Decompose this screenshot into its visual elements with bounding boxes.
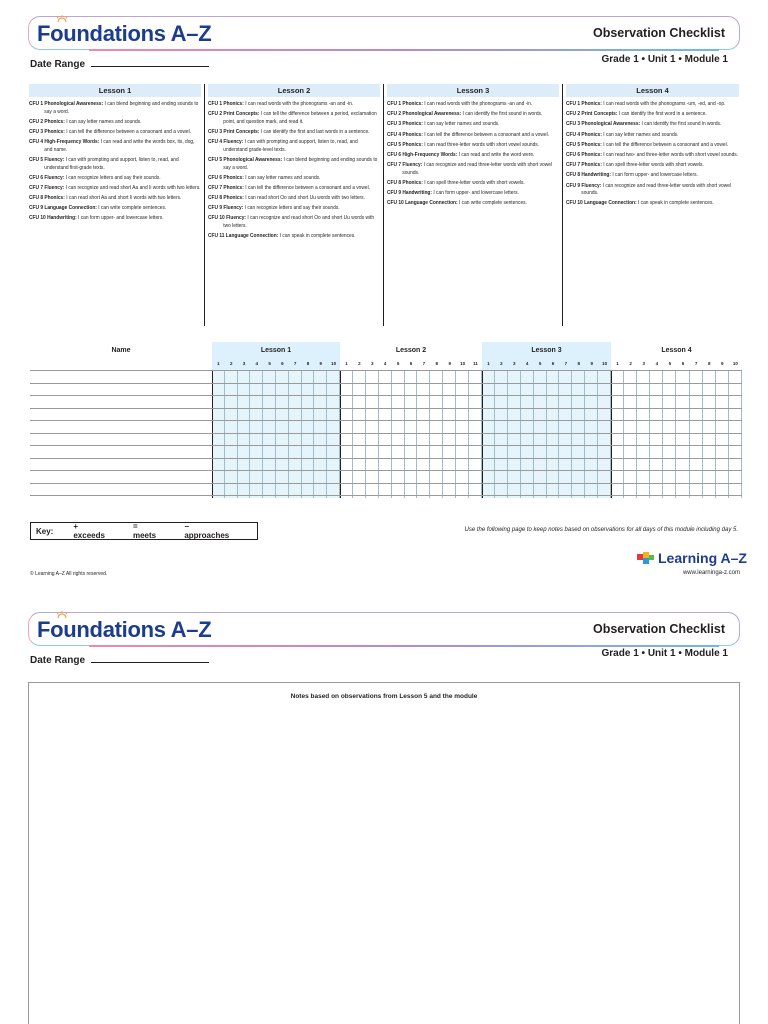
cfu-number: 3 [242,361,246,366]
cfu-number: 5 [668,361,672,366]
cfu-label: CFU 5 Fluency: [29,156,65,163]
cfu-label: CFU 5 Phonological Awareness: [208,156,283,163]
date-range [30,59,209,70]
student-row[interactable] [30,409,742,422]
cfu-text: I can tell the difference between a period, exclamation point, and question mark, and read it. [223,111,377,125]
cfu-text: I can read words with the phonograms -an and -in. [243,101,354,107]
student-rows [30,370,742,496]
cfu-label: CFU 4 Fluency: [208,139,244,146]
cfu-label: CFU 6 High-Frequency Words: [387,151,458,158]
cfu-item [208,101,381,109]
cfu-number: 2 [358,361,361,366]
cfu-label: CFU 9 Fluency: [566,182,602,189]
cfu-text: I can read words with the phonograms -um, -ed, and -op. [601,101,726,107]
notes-title: Notes based on observations from Lesson 5 and the module [290,693,478,700]
cfu-item [208,195,381,203]
learning-az-text: Learning A–Z [658,550,747,566]
cfu-text: I can identify the first sound in words. [461,111,543,118]
lesson-header: Lesson 3 [387,84,559,97]
cfu-text: I can form upper- and lowercase letters. [611,172,698,179]
cfu-label: CFU 5 Phonics: [566,141,602,148]
sun-icon [55,611,69,619]
lesson-cfu-columns [26,84,742,326]
grid-lesson-header-1 [212,342,340,370]
cfu-text: I can identify the first and last words in a sentence. [259,128,370,135]
cfu-label: CFU 7 Phonics: [208,184,244,191]
logo-text: Foundations A–Z [37,617,212,642]
student-row[interactable] [30,371,742,384]
cfu-text: I can read three-letter words with short vowel sounds. [422,141,540,148]
cfu-text: I can blend beginning and ending sounds to say a word. [223,156,378,171]
student-row[interactable] [30,459,742,472]
cfu-item [29,101,202,116]
cfu-label: CFU 2 Phonics: [29,118,65,125]
cfu-number: 7 [422,361,426,366]
cfu-item [208,139,381,154]
cfu-item [566,172,739,180]
name-column-header: Name [111,347,131,354]
cfu-item [29,175,202,183]
cfu-text: I can recognize and read three-letter words with short vowel sounds. [402,162,553,176]
cfu-number: 6 [551,361,555,366]
cfu-label: CFU 2 Print Concepts: [208,111,260,118]
cfu-item [566,162,739,170]
grade-unit-module: Grade 1 • Unit 1 • Module 1 [601,54,728,65]
cfu-item [29,157,202,172]
cfu-item [208,157,381,172]
student-row[interactable] [30,384,742,397]
cfu-text: I can tell the difference between a consonant and a vowel. [64,128,191,135]
cfu-number: 7 [293,361,297,366]
student-row[interactable] [30,421,742,434]
cfu-label: CFU 9 Language Connection: [29,205,97,212]
lesson-column-1 [26,84,205,326]
cfu-text: I can write complete sentences. [96,205,167,212]
date-range-label: Date Range [30,655,86,666]
cfu-label: CFU 3 Print Concepts: [208,128,260,135]
cfu-label: CFU 1 Phonological Awareness: [29,101,104,107]
cfu-item [566,200,739,208]
cfu-label: CFU 3 Phonics: [387,121,423,128]
header-accent-line [89,645,719,647]
cfu-item [208,111,381,126]
cfu-number: 8 [707,361,711,366]
cfu-number: 9 [319,361,323,366]
cfu-number: 10 [732,361,738,366]
cfu-number: 4 [383,361,387,366]
cfu-label: CFU 11 Language Connection: [208,233,279,240]
cfu-number: 5 [396,361,400,366]
cfu-text: I can read two- and three-letter words with short vowel sounds. [601,151,739,158]
cfu-text: I can tell the difference between a consonant and a vowel. [243,184,370,191]
key-legend [30,522,258,540]
cfu-item [566,152,739,160]
cfu-number: 1 [487,361,490,366]
lesson-header: Lesson 1 [29,84,201,97]
cfu-label: CFU 5 Phonics: [387,141,423,148]
cfu-text: I can blend beginning and ending sounds to say a word. [44,101,199,115]
cfu-number: 2 [500,361,503,366]
header-accent-line [89,49,719,51]
page-header-2 [28,612,740,646]
cfu-number: 10 [460,361,466,366]
cfu-item [387,180,560,188]
cfu-item [29,205,202,213]
cfu-numbers [212,361,340,370]
cfu-numbers [340,361,482,370]
cfu-number: 7 [694,361,698,366]
cfu-text: I can with prompting and support, listen to, read, and understand first-grade texts. [44,156,179,171]
cfu-number: 5 [538,361,542,366]
cfu-item [387,132,560,140]
lesson-header: Lesson 2 [208,84,380,97]
cfu-number: 6 [409,361,413,366]
cfu-text: I can speak in complete sentences. [636,200,714,207]
cfu-number: 1 [217,361,220,366]
logo-text: Foundations A–Z [37,21,212,46]
cfu-item [208,205,381,213]
grid-lesson-title: Lesson 2 [395,347,427,354]
cfu-label: CFU 9 Fluency: [208,205,244,212]
cfu-text: I can read and write the words box, its, dog, and name. [44,139,195,153]
cfu-item [208,233,381,241]
cfu-label: CFU 6 Fluency: [29,174,65,181]
cfu-number: 8 [306,361,310,366]
cfu-number: 3 [513,361,516,366]
learning-az-logo [637,550,747,566]
cfu-number: 2 [629,361,632,366]
cfu-text: I can form upper- and lowercase letters. [76,215,164,222]
cfu-label: CFU 3 Phonics: [29,128,65,135]
cfu-text: I can with prompting and support, listen to, read, and understand grade-level texts. [223,139,358,153]
cfu-number: 10 [602,361,608,366]
cfu-text: I can say letter names and sounds. [64,118,142,125]
cfu-number: 9 [448,361,451,366]
learning-az-icon [637,552,655,566]
cfu-item [566,132,739,140]
cfu-number: 7 [564,361,568,366]
cfu-text: I can spell three-letter words with short vowels. [601,162,704,169]
student-row[interactable] [30,396,742,409]
cfu-label: CFU 4 High-Frequency Words: [29,139,100,146]
cfu-label: CFU 1 Phonics: [387,101,423,107]
key-exceeds: + exceeds [73,522,105,540]
cfu-item [387,142,560,150]
cfu-number: 1 [616,361,619,366]
cfu-label: CFU 10 Fluency: [208,215,247,222]
date-range-2 [30,655,209,666]
grid-lesson-header-3 [482,342,611,370]
cfu-text: I can recognize and read short Oo and short Uu words with two letters. [223,215,375,230]
cfu-label: CFU 2 Phonological Awareness: [387,111,462,118]
cfu-label: CFU 10 Language Connection: [566,200,637,207]
cfu-label: CFU 7 Fluency: [387,162,423,169]
cfu-label: CFU 1 Phonics: [566,101,602,107]
cfu-text: I can form upper- and lowercase letters. [432,190,519,197]
cfu-label: CFU 8 Handwriting: [566,172,612,179]
date-range-field[interactable] [91,59,209,67]
cfu-text: I can identify the first word in a sentence. [617,111,707,118]
cfu-label: CFU 3 Phonological Awareness: [566,121,641,128]
cfu-number: 4 [655,361,659,366]
foundations-logo-2 [37,617,211,643]
cfu-item [387,152,560,160]
cfu-item [29,119,202,127]
grid-lesson-title: Lesson 3 [531,347,562,354]
lesson-column-4 [563,84,742,326]
cfu-item [29,185,202,193]
cfu-number: 8 [577,361,581,366]
cfu-item [208,129,381,137]
key-label: Key: [36,526,54,536]
lesson-column-3 [384,84,563,326]
cfu-item [208,215,381,230]
cfu-numbers [611,361,742,370]
cfu-text: I can read words with the phonograms -an and -in. [422,101,533,107]
cfu-item [29,215,202,223]
cfu-text: I can say letter names and sounds. [601,131,679,138]
cfu-number: 3 [642,361,645,366]
cfu-item [29,195,202,203]
notes-instruction: Use the following page to keep notes based on observations for all days of this module including day 5. [464,527,738,533]
cfu-label: CFU 8 Phonics: [387,179,423,186]
cfu-item [29,139,202,154]
cfu-item [566,142,739,150]
cfu-number: 9 [721,361,724,366]
cfu-item [387,111,560,119]
student-row[interactable] [30,434,742,447]
cfu-numbers [482,361,611,370]
page-header [28,16,740,50]
cfu-item [566,183,739,198]
notes-box[interactable] [28,682,740,1024]
cfu-number: 9 [590,361,593,366]
lesson-column-2 [205,84,384,326]
cfu-label: CFU 10 Handwriting: [29,215,77,222]
checklist-page-2 [0,600,768,1024]
learning-az-url[interactable]: www.learninga-z.com [682,570,740,576]
cfu-number: 5 [268,361,271,366]
cfu-item [566,121,739,129]
cfu-item [387,121,560,129]
cfu-item [387,200,560,208]
cfu-text: I can recognize and read short Aa and Ii words with two letters. [64,184,201,191]
cfu-label: CFU 6 Phonics: [566,151,602,158]
cfu-item [387,162,560,177]
date-range-label: Date Range [30,59,86,70]
grade-unit-module-2: Grade 1 • Unit 1 • Module 1 [601,648,728,659]
key-approaches: − approaches [184,522,230,540]
page-title-2: Observation Checklist [593,622,725,636]
cfu-text: I can recognize letters and say their sounds. [64,174,161,181]
grid-lesson-title: Lesson 4 [661,347,692,354]
cfu-label: CFU 2 Print Concepts: [566,111,618,118]
key-meets: = meets [132,522,157,540]
lesson-header: Lesson 4 [566,84,739,97]
cfu-number: 6 [681,361,685,366]
cfu-text: I can identify the first sound in words. [640,121,722,128]
foundations-logo [37,21,211,47]
cfu-label: CFU 7 Phonics: [566,162,602,169]
sun-icon [55,15,69,23]
cfu-label: CFU 1 Phonics: [208,101,244,107]
page-title: Observation Checklist [593,26,725,40]
cfu-item [566,111,739,119]
student-row[interactable] [30,484,742,497]
cfu-number: 4 [525,361,529,366]
student-row[interactable] [30,471,742,484]
cfu-item [29,129,202,137]
cfu-label: CFU 10 Language Connection: [387,200,458,207]
cfu-label: CFU 8 Phonics: [29,195,65,202]
cfu-text: I can recognize letters and say their sounds. [243,205,340,212]
cfu-number: 8 [435,361,439,366]
date-range-field[interactable] [91,655,209,663]
cfu-text: I can say letter names and sounds. [422,121,500,128]
cfu-text: I can write complete sentences. [457,200,527,207]
cfu-text: I can recognize and read three-letter words with short vowel sounds. [581,182,732,197]
cfu-number: 4 [255,361,259,366]
cfu-number: 3 [371,361,374,366]
cfu-number: 1 [345,361,348,366]
cfu-text: I can read short Aa and short Ii words with two letters. [64,195,182,202]
cfu-label: CFU 6 Phonics: [208,174,244,181]
cfu-label: CFU 7 Fluency: [29,184,65,191]
grid-lesson-header-4 [611,342,742,370]
cfu-text: I can speak in complete sentences. [278,233,356,240]
cfu-label: CFU 8 Phonics: [208,195,244,202]
cfu-item [208,185,381,193]
copyright: © Learning A–Z All rights reserved. [30,571,108,577]
cfu-text: I can read and write the word were. [457,151,535,158]
cfu-item [566,101,739,109]
cfu-label: CFU 4 Phonics: [387,131,423,138]
cfu-item [387,101,560,109]
cfu-number: 10 [331,361,337,366]
cfu-item [208,175,381,183]
cfu-label: CFU 9 Handwriting: [387,190,433,197]
cfu-item [387,190,560,198]
cfu-text: I can tell the difference between a consonant and a vowel. [601,141,728,148]
cfu-number: 11 [473,361,478,366]
cfu-number: 6 [281,361,284,366]
cfu-number: 2 [229,361,233,366]
grid-lesson-title: Lesson 1 [260,347,292,354]
cfu-text: I can spell three-letter words with short vowels. [422,179,525,186]
cfu-label: CFU 4 Phonics: [566,131,602,138]
grid-lesson-header-2 [340,342,482,370]
student-row[interactable] [30,446,742,459]
cfu-text: I can say letter names and sounds. [243,174,321,181]
cfu-text: I can tell the difference between a consonant and a vowel. [422,131,549,138]
cfu-text: I can read short Oo and short Uu words with two letters. [243,195,365,202]
